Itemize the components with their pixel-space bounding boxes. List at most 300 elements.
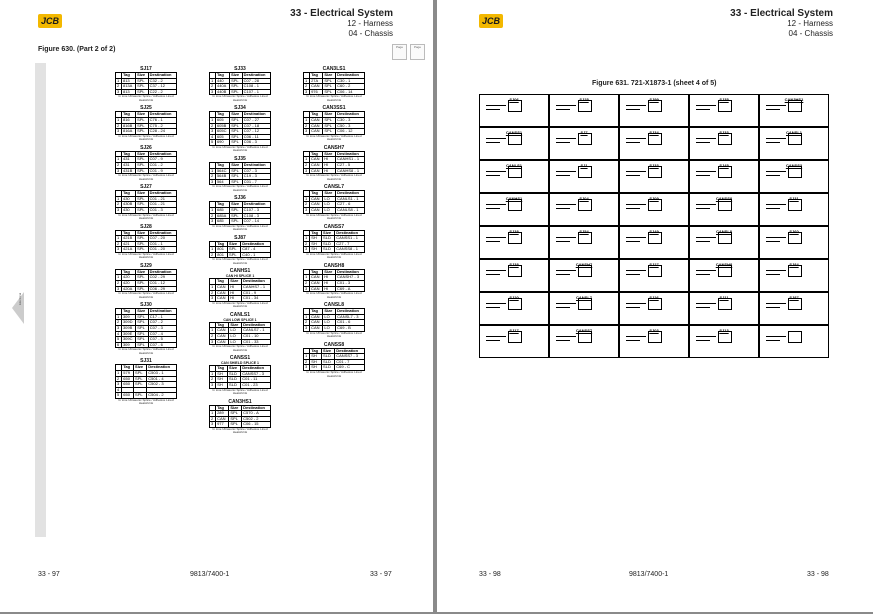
- table-cell: 4: [116, 387, 122, 393]
- table-cell: CAN: [310, 207, 323, 213]
- wire-line: [556, 307, 570, 308]
- wire-line: [766, 241, 780, 242]
- table-cell: C07 - 6: [148, 342, 176, 348]
- table-cell: SH: [216, 377, 228, 383]
- table-cell: C07 - 9: [148, 157, 176, 163]
- harness-cell-label: CANSS8: [715, 196, 733, 201]
- table-cell: 976: [310, 89, 323, 95]
- splice-box: [718, 199, 732, 211]
- table-cell: 2: [304, 241, 310, 247]
- splice-box: [578, 100, 592, 112]
- wire-line: [486, 270, 506, 271]
- table-cell: C32 - 2: [148, 78, 176, 84]
- table-cell: 1: [304, 354, 310, 360]
- table-cell: C37 - 12: [148, 84, 176, 90]
- table-cell: 4: [116, 331, 122, 337]
- wire-line: [486, 340, 500, 341]
- table-cell: HI: [323, 168, 336, 174]
- table-header: Destination: [242, 405, 271, 411]
- wire-line: [696, 270, 716, 271]
- table-cell: 2: [210, 213, 216, 219]
- table-cell: 2: [304, 84, 310, 90]
- splice-note: In Line Ultrasonic Splice / Adhesive Lined Heatshrink: [212, 144, 268, 153]
- table-cell: C07 - 4: [148, 331, 176, 337]
- wire-line: [486, 307, 500, 308]
- harness-cell: [619, 94, 689, 127]
- harness-cell-label: SJ1: [580, 163, 588, 168]
- table-cell: 816A: [121, 129, 135, 135]
- table-cell: SLD: [322, 247, 335, 253]
- harness-cell-label: SJ87: [789, 295, 799, 300]
- table-cell: C28 - 24: [148, 129, 176, 135]
- table-header: Tag: [216, 366, 228, 372]
- splice-name: CANSS1: [229, 355, 251, 362]
- page-icon[interactable]: Page: [410, 44, 425, 60]
- wire-line: [696, 171, 716, 172]
- page-header: [290, 8, 393, 39]
- table-cell: CANSS7 - 3: [335, 354, 365, 360]
- table-cell: 3: [210, 339, 216, 345]
- table-cell: 309: [121, 342, 135, 348]
- splice-name: SJ36: [234, 195, 246, 202]
- splice-box: [578, 166, 592, 178]
- splice-box: [648, 199, 662, 211]
- splice-box: [788, 166, 802, 178]
- table-cell: C07 - 18: [242, 123, 270, 129]
- table-header: Tag: [121, 151, 135, 157]
- wire-line: [556, 340, 570, 341]
- splice-box: [508, 232, 522, 244]
- splice-note: In Line Ultrasonic Splice / Adhesive Lined Heatshrink: [118, 251, 174, 260]
- harness-cell-label: SJ31: [789, 196, 799, 201]
- harness-cell-label: SJ45: [719, 163, 729, 168]
- harness-cell-label: CANSL1: [785, 130, 802, 135]
- splice-box: [648, 133, 662, 145]
- table-cell: C01 - 2: [148, 162, 176, 168]
- table-cell: 1: [210, 247, 216, 253]
- table-cell: SPL: [230, 207, 243, 213]
- table-cell: C01 - 23: [241, 383, 271, 389]
- table-cell: 2: [210, 416, 216, 422]
- table-header: Destination: [241, 241, 271, 247]
- table-header: Tag: [121, 269, 135, 275]
- splice-table: [209, 278, 271, 301]
- figure-title: Figure 630. (Part 2 of 2): [38, 46, 116, 53]
- wire-line: [696, 109, 710, 110]
- table-cell: SPL: [136, 241, 149, 247]
- wire-line: [556, 270, 576, 271]
- wire-line: [626, 303, 646, 304]
- table-cell: C01 - 9: [242, 290, 271, 296]
- table-header: Tag: [310, 230, 322, 236]
- table-cell: 2: [304, 281, 310, 287]
- table-cell: CAN: [310, 281, 323, 287]
- table-cell: SLD: [322, 241, 335, 247]
- footer-doc-number: 9813/7400-1: [629, 571, 669, 578]
- table-cell: 813A: [121, 84, 135, 90]
- table-cell: 2: [304, 320, 310, 326]
- wire-line: [556, 109, 570, 110]
- table-cell: SPL: [136, 320, 149, 326]
- harness-cell: [759, 160, 829, 193]
- splice-table: [209, 241, 271, 259]
- wire-line: [556, 138, 576, 139]
- table-cell: CAN: [216, 285, 229, 291]
- table-cell: SPL: [323, 84, 336, 90]
- table-cell: 1: [304, 236, 310, 242]
- table-cell: 1: [304, 314, 310, 320]
- splice-note: In Line Ultrasonic Splice / Adhesive Lined Heatshrink: [306, 173, 362, 181]
- table-cell: LO: [323, 320, 336, 326]
- table-cell: 2: [116, 162, 122, 168]
- table-header: Tag: [121, 112, 135, 118]
- table-cell: LO: [229, 334, 242, 340]
- table-header: Destination: [336, 269, 365, 275]
- splice-box: [648, 100, 662, 112]
- table-header: Tag: [310, 112, 323, 118]
- table-header: Tag: [121, 309, 135, 315]
- wire-line: [486, 208, 500, 209]
- table-cell: SPL: [323, 129, 336, 135]
- table-cell: 1: [304, 78, 310, 84]
- table-cell: 2: [116, 84, 122, 90]
- table-cell: 5: [210, 140, 216, 146]
- table-cell: HI: [229, 285, 242, 291]
- table-cell: SPL: [323, 117, 336, 123]
- table-cell: C06 - 11: [242, 134, 270, 140]
- wire-line: [696, 303, 716, 304]
- table-cell: CANSL7 - 3: [336, 314, 365, 320]
- splice-column: [110, 66, 182, 409]
- table-cell: 2: [210, 377, 216, 383]
- table-cell: C01 - 1: [148, 241, 176, 247]
- table-cell: 5: [116, 337, 122, 343]
- table-cell: 3: [116, 89, 122, 95]
- table-cell: C06 - 14: [336, 89, 365, 95]
- splice-block: [208, 312, 272, 352]
- table-header: Size: [230, 162, 243, 168]
- splice-block: [114, 145, 178, 181]
- table-cell: C502 - 2: [242, 416, 271, 422]
- table-cell: 801: [216, 247, 228, 253]
- harness-cell: [479, 226, 549, 259]
- table-cell: C01 - 12: [148, 281, 176, 287]
- table-header: Tag: [310, 73, 323, 79]
- splice-name: CANSH8: [323, 262, 345, 269]
- harness-cell: [549, 259, 619, 292]
- table-cell: CAN: [310, 117, 323, 123]
- splice-box: [508, 331, 522, 343]
- harness-cell-label: CANSL7: [575, 295, 592, 300]
- splice-name: CANSL7: [323, 184, 344, 191]
- splice-note: In Line Ultrasonic Splice / Adhesive Lined Heatshrink: [118, 291, 174, 299]
- table-cell: 2: [116, 123, 122, 129]
- splice-box: [648, 166, 662, 178]
- wire-line: [696, 307, 710, 308]
- table-cell: C108 - 1: [242, 84, 270, 90]
- splice-table: [115, 72, 177, 95]
- splice-block: [208, 355, 272, 395]
- table-cell: HI: [323, 286, 336, 292]
- splice-name: CAN3LS1: [322, 66, 346, 72]
- table-cell: 3: [304, 247, 310, 253]
- table-header: Destination: [242, 162, 270, 168]
- table-cell: HI: [229, 296, 242, 302]
- table-cell: 2: [304, 359, 310, 365]
- harness-cell-label: SJ60: [789, 229, 799, 234]
- table-cell: 3: [304, 286, 310, 292]
- splice-box: [508, 166, 522, 178]
- table-cell: CAN: [310, 157, 323, 163]
- harness-cell-label: CANSS7: [575, 328, 593, 333]
- table-cell: C01 - 11: [241, 377, 271, 383]
- table-cell: CAN: [310, 129, 323, 135]
- wire-line: [486, 336, 506, 337]
- table-cell: 1: [210, 117, 216, 123]
- table-cell: 431B: [121, 168, 135, 174]
- table-cell: SPL: [230, 117, 243, 123]
- splice-block: [114, 263, 178, 299]
- table-header: Size: [230, 112, 243, 118]
- table-cell: SPL: [230, 179, 243, 185]
- table-cell: C01 - 7: [242, 179, 270, 185]
- table-cell: C01 - 9: [148, 168, 176, 174]
- wire-line: [556, 175, 570, 176]
- splice-table: [209, 405, 271, 428]
- table-cell: 2: [116, 202, 122, 208]
- table-cell: C75 - 2: [148, 123, 176, 129]
- harness-cell-label: SJ7: [580, 130, 588, 135]
- splice-note: In Line Ultrasonic Splice / Adhesive Lined Heatshrink: [306, 370, 362, 378]
- wire-line: [626, 109, 640, 110]
- splice-box: [788, 331, 802, 343]
- wire-line: [486, 105, 506, 106]
- table-cell: C01 - 10: [242, 334, 271, 340]
- table-cell: SPL: [230, 168, 243, 174]
- table-cell: 650: [122, 376, 134, 382]
- harness-cell: [479, 94, 549, 127]
- table-cell: C22 - 2: [148, 89, 176, 95]
- table-cell: 3: [304, 129, 310, 135]
- wire-line: [626, 237, 646, 238]
- harness-cell: [619, 292, 689, 325]
- page-icons: [392, 44, 425, 60]
- table-header: Destination: [148, 191, 176, 197]
- table-cell: C19 - 3: [242, 174, 270, 180]
- splice-block: [208, 195, 272, 231]
- table-cell: 605: [215, 134, 229, 140]
- harness-cell: [689, 193, 759, 226]
- table-cell: 579: [122, 371, 134, 377]
- splice-box: [648, 232, 662, 244]
- table-header: Tag: [310, 191, 323, 197]
- splice-table: [115, 308, 177, 348]
- splice-name: SJ34: [234, 105, 246, 112]
- table-cell: SLD: [322, 365, 335, 371]
- table-cell: 1: [304, 196, 310, 202]
- table-cell: 1: [116, 196, 122, 202]
- table-cell: SH: [216, 383, 228, 389]
- table-cell: SH: [216, 371, 228, 377]
- splice-box: [648, 298, 662, 310]
- splice-block: [302, 224, 366, 260]
- table-cell: 27A: [310, 78, 323, 84]
- table-cell: SPL: [136, 247, 149, 253]
- splice-name: SJ29: [140, 262, 152, 269]
- table-header: Size: [134, 365, 147, 371]
- table-header: Destination: [148, 269, 176, 275]
- splice-note: In Line Ultrasonic Splice / Adhesive Lined Heatshrink: [212, 184, 268, 192]
- table-header: Tag: [310, 151, 323, 157]
- table-cell: 1: [116, 78, 122, 84]
- splice-note: In Line Ultrasonic Splice / Adhesive Lined Heatshrink: [212, 387, 268, 396]
- table-cell: 3: [304, 365, 310, 371]
- table-cell: SPL: [136, 123, 149, 129]
- table-cell: SH: [310, 354, 322, 360]
- splice-table: [115, 190, 177, 213]
- table-cell: CAN: [310, 168, 323, 174]
- harness-cell-label: SJ99: [649, 97, 659, 102]
- harness-cell-label: SJ26: [649, 295, 659, 300]
- table-cell: 2: [304, 202, 310, 208]
- table-cell: 440B: [215, 89, 229, 95]
- splice-table: [209, 201, 271, 224]
- table-cell: C60 - 2: [336, 84, 365, 90]
- table-cell: 420: [121, 281, 135, 287]
- wire-line: [486, 274, 500, 275]
- table-cell: CANSS7 - 3: [241, 371, 271, 377]
- table-cell: 3: [210, 89, 216, 95]
- table-cell: C07 - 3: [242, 168, 270, 174]
- harness-cell: [549, 127, 619, 160]
- table-cell: 3: [304, 207, 310, 213]
- table-cell: SPL: [230, 174, 243, 180]
- splice-box: [508, 298, 522, 310]
- table-cell: 605B: [215, 123, 229, 129]
- harness-cell-label: CANSH7: [575, 262, 593, 267]
- table-cell: 2: [210, 290, 216, 296]
- harness-cell: [759, 325, 829, 358]
- harness-cell-label: SJ20: [509, 295, 519, 300]
- table-cell: 1: [210, 411, 216, 417]
- table-cell: 309: [121, 314, 135, 320]
- harness-cell-label: SJ49: [649, 229, 659, 234]
- wire-line: [556, 303, 576, 304]
- table-header: Destination: [336, 151, 365, 157]
- header-subtitle: 12 - Harness: [787, 19, 833, 28]
- harness-cell-label: SJ38: [509, 229, 519, 234]
- splice-box: [788, 100, 802, 112]
- table-header: Size: [136, 230, 149, 236]
- splice-name: SJ87: [234, 234, 246, 241]
- table-cell: SPL: [136, 286, 149, 292]
- table-cell: 421: [121, 241, 135, 247]
- table-cell: C69 - B: [336, 326, 365, 332]
- wire-line: [486, 171, 506, 172]
- splice-note: In Line Ultrasonic Splice / Adhesive Lined Heatshrink: [118, 133, 174, 142]
- table-cell: 3: [210, 129, 216, 135]
- table-header: Destination: [242, 202, 270, 208]
- splice-block: [114, 224, 178, 260]
- table-cell: 309D: [121, 320, 135, 326]
- splice-box: [718, 265, 732, 277]
- table-cell: C50 - 3: [336, 123, 365, 129]
- table-cell: C69 - A: [336, 286, 365, 292]
- table-cell: 1: [210, 328, 216, 334]
- wire-line: [626, 175, 640, 176]
- table-cell: 605C: [215, 129, 229, 135]
- table-header: Size: [323, 73, 336, 79]
- table-cell: SPL: [136, 326, 149, 332]
- splice-table: [115, 111, 177, 134]
- page-icon[interactable]: Page: [392, 44, 407, 60]
- table-header: Tag: [216, 322, 229, 328]
- splice-table: [303, 190, 365, 213]
- table-cell: SPL: [230, 219, 243, 225]
- splice-name: SJ33: [234, 66, 246, 72]
- footer-page-left: 33 - 98: [479, 571, 501, 578]
- table-cell: CAN: [216, 339, 229, 345]
- harness-cell-label: SJ06: [509, 97, 519, 102]
- table-cell: 1: [210, 207, 216, 213]
- table-header: Tag: [310, 309, 323, 315]
- harness-grid: [479, 94, 829, 358]
- harness-cell: [619, 325, 689, 358]
- table-cell: SPL: [136, 78, 149, 84]
- harness-cell-label: SJ04: [579, 196, 589, 201]
- harness-cell-label: CANSL8: [715, 229, 732, 234]
- table-cell: 1: [304, 275, 310, 281]
- table-cell: 1: [116, 236, 122, 242]
- table-cell: 2: [304, 123, 310, 129]
- splice-table: [209, 111, 271, 146]
- header-subtitle: 12 - Harness: [347, 19, 393, 28]
- wire-line: [626, 138, 646, 139]
- table-cell: SPL: [134, 382, 147, 388]
- table-cell: 1: [304, 117, 310, 123]
- splice-name: CAN3SS1: [322, 105, 346, 112]
- harness-cell: [759, 127, 829, 160]
- table-header: Destination: [335, 348, 365, 354]
- splice-box: [718, 166, 732, 178]
- harness-cell: [619, 160, 689, 193]
- splice-box: [578, 331, 592, 343]
- table-cell: SLD: [228, 377, 241, 383]
- table-cell: C501 - 4: [147, 376, 177, 382]
- table-cell: SPL: [136, 157, 149, 163]
- wire-line: [766, 274, 780, 275]
- wire-line: [766, 336, 786, 337]
- wire-line: [486, 303, 506, 304]
- table-header: Destination: [336, 309, 365, 315]
- harness-cell-label: CAN3HS1: [784, 97, 804, 102]
- splice-note: In Line Ultrasonic Splice / Adhesive Lined Heatshrink: [306, 251, 362, 260]
- table-cell: 801: [216, 252, 228, 258]
- table-cell: SPL: [229, 416, 242, 422]
- splice-name: SJ27: [140, 184, 152, 191]
- splice-box: [578, 265, 592, 277]
- splice-block: [302, 302, 366, 338]
- table-cell: SPL: [230, 134, 243, 140]
- table-cell: SPL: [136, 89, 149, 95]
- table-cell: 977: [216, 422, 229, 428]
- splice-table: [303, 308, 365, 331]
- splice-box: [508, 199, 522, 211]
- splice-box: [648, 331, 662, 343]
- wire-line: [556, 142, 570, 143]
- table-header: Destination: [242, 322, 271, 328]
- table-cell: CAN: [310, 286, 323, 292]
